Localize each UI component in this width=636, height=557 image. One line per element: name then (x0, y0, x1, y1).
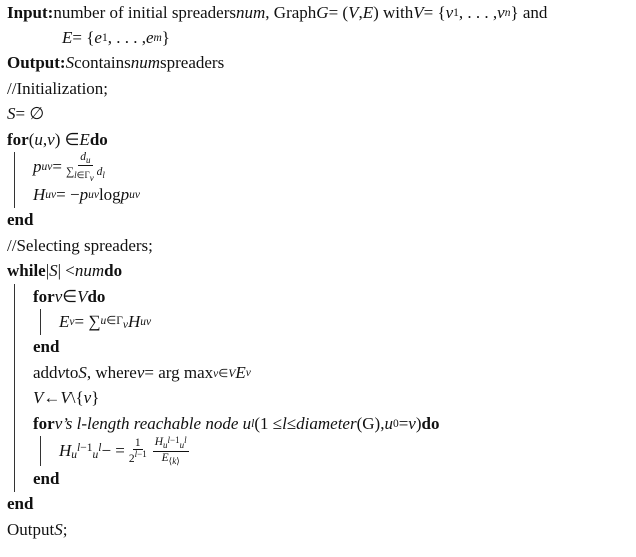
algorithm-line (0, 208, 636, 233)
text-segment: = arg max (144, 362, 214, 382)
keyword: do (89, 129, 108, 149)
algorithm-line (0, 51, 636, 76)
line-content (7, 236, 153, 256)
subscript (213, 366, 235, 380)
text-segment: , (358, 2, 363, 22)
text-segment: ) (415, 413, 422, 433)
text-segment: ∈Γ (106, 314, 123, 327)
superscript (168, 435, 180, 445)
math-variable: S (54, 519, 63, 539)
math-variable: v (136, 362, 145, 382)
math-variable: v (213, 367, 219, 380)
line-content (33, 337, 59, 357)
math-variable: l (102, 170, 105, 181)
math-variable: uv (88, 189, 99, 202)
text-segment: −1 (137, 449, 147, 460)
text-segment: } (161, 28, 170, 48)
math-variable: V (60, 388, 71, 408)
keyword: Input: (7, 2, 54, 22)
text-segment: | < (57, 261, 75, 281)
text-segment: contains (74, 53, 131, 73)
line-content (33, 185, 140, 205)
superscript (184, 435, 187, 445)
text-segment: 0 (392, 417, 399, 430)
math-variable: H (59, 441, 72, 461)
line-content (33, 287, 105, 307)
keyword: do (87, 286, 106, 306)
line-content (59, 312, 151, 332)
block-rule (14, 152, 15, 182)
math-variable: v (497, 2, 505, 22)
math-variable: v (245, 366, 251, 379)
math-variable: S (78, 362, 87, 382)
algorithm-line (0, 102, 636, 127)
text-segment: −1 (170, 435, 180, 446)
math-variable: uv (41, 161, 53, 174)
text-segment: (G), (356, 413, 385, 433)
algorithm-line (0, 233, 636, 258)
text-segment: −1 (80, 441, 93, 454)
algorithm-line (0, 0, 636, 25)
subscript (71, 442, 101, 461)
math-variable: num (74, 261, 105, 281)
math-variable: uv (129, 189, 141, 202)
math-variable: V (33, 388, 44, 408)
line-content (7, 104, 44, 124)
fraction-denominator (64, 166, 107, 183)
subscript (140, 316, 151, 328)
math-variable: S (49, 261, 58, 281)
superscript (135, 449, 147, 459)
math-variable: E (59, 311, 70, 331)
algorithm-line (0, 385, 636, 410)
text-segment: ( (28, 129, 35, 149)
math-variable: num (130, 53, 161, 73)
fraction-denominator (127, 450, 149, 465)
math-variable: l (77, 441, 81, 454)
math-variable: diameter (296, 413, 357, 433)
algorithm-line (0, 152, 636, 182)
math-variable: H (33, 185, 46, 205)
math-variable: V (348, 2, 359, 22)
math-variable: v (445, 2, 454, 22)
math-variable: v (122, 318, 128, 331)
algorithm-line (0, 360, 636, 385)
line-content (7, 520, 67, 540)
subscript (45, 189, 56, 201)
block-rule (14, 309, 15, 334)
line-content (33, 151, 109, 184)
math-variable: u (71, 448, 78, 461)
text-segment: ≤ (286, 413, 297, 433)
line-content (62, 28, 170, 48)
keyword: end (33, 468, 60, 488)
algorithm-line (0, 25, 636, 50)
line-content (7, 494, 33, 514)
keyword: end (7, 210, 34, 230)
text-segment: = (398, 413, 409, 433)
math-variable: V (77, 286, 88, 306)
text-segment: add (33, 362, 58, 382)
text-segment: = ( (328, 2, 349, 22)
line-content (33, 388, 99, 408)
fraction-numerator (153, 436, 189, 451)
keyword: for (33, 286, 55, 306)
line-content (7, 130, 108, 150)
fraction (64, 151, 107, 184)
math-variable: n (504, 6, 511, 19)
math-variable: uv (45, 189, 57, 202)
text-segment: ⟩ (176, 455, 180, 466)
text-segment: = ∅ (15, 104, 45, 124)
math-variable: E (161, 451, 169, 464)
line-content (7, 53, 224, 73)
math-variable: v (57, 362, 66, 382)
line-content (7, 210, 33, 230)
math-variable: u (384, 413, 393, 433)
superscript (77, 442, 92, 454)
math-variable: u (34, 129, 43, 149)
algorithm-line (0, 466, 636, 491)
text-segment: = ∑ (74, 311, 101, 331)
algorithm-line (0, 517, 636, 542)
line-content (7, 79, 108, 99)
text-segment: ∈ (218, 367, 229, 380)
math-variable: v (54, 286, 63, 306)
math-variable: l (282, 413, 287, 433)
text-segment: ← (43, 388, 61, 408)
subscript (102, 170, 105, 180)
math-variable: l (251, 417, 255, 430)
text-segment: = (52, 157, 62, 177)
math-variable: u (100, 314, 107, 327)
block-rule (40, 309, 41, 334)
text-segment: ∈ (62, 286, 78, 306)
math-variable: d (80, 150, 87, 163)
keyword: do (421, 413, 440, 433)
text-segment: \{ (70, 388, 84, 408)
text-segment: , Graph (265, 2, 317, 22)
line-content (59, 436, 191, 466)
math-variable: uv (140, 315, 152, 328)
math-variable: v (408, 413, 416, 433)
math-variable: V (413, 2, 424, 22)
algorithm-line (0, 335, 636, 360)
subscript (246, 367, 251, 379)
math-variable: S (7, 104, 16, 124)
text-segment: = − (56, 185, 80, 205)
subscript (74, 170, 94, 184)
math-variable: d (96, 166, 103, 179)
math-variable: E (235, 362, 246, 382)
line-content (33, 363, 251, 383)
subscript (42, 161, 53, 173)
text-segment: , . . . , (107, 28, 146, 48)
math-variable: G (316, 2, 329, 22)
text-segment: ) ∈ (54, 129, 80, 149)
line-content (7, 261, 122, 281)
text-segment: 2 (128, 453, 135, 466)
keyword: for (33, 413, 55, 433)
keyword: do (104, 261, 123, 281)
keyword: end (7, 494, 34, 514)
math-variable: u (92, 448, 99, 461)
math-variable: V (228, 367, 236, 380)
text-segment: spreaders (160, 53, 225, 73)
keyword: Output: (7, 53, 66, 73)
block-rule (14, 385, 15, 410)
text-segment: } and (510, 2, 548, 22)
block-rule (14, 335, 15, 360)
subscript (86, 155, 91, 165)
math-variable: u (179, 440, 185, 451)
block-rule (40, 436, 41, 466)
subscript (153, 32, 161, 44)
math-variable: u (163, 440, 168, 451)
math-variable: u (86, 154, 91, 165)
text-segment: , (42, 129, 48, 149)
math-variable: l (184, 435, 187, 446)
algorithm-line (0, 411, 636, 436)
block-rule (14, 182, 15, 207)
text-segment: Output (7, 519, 55, 539)
math-variable: v (89, 173, 94, 184)
text-segment: //Initialization; (7, 78, 109, 98)
block-rule (14, 436, 15, 466)
text-segment: ) with (373, 2, 414, 22)
text-segment: | (45, 261, 50, 281)
math-variable: E (362, 2, 374, 22)
keyword: for (7, 129, 29, 149)
math-variable: l (98, 441, 102, 454)
math-variable: e (145, 28, 154, 48)
text-segment: log (98, 185, 121, 205)
math-variable: v (69, 315, 75, 328)
subscript (100, 313, 128, 331)
subscript (163, 435, 187, 451)
subscript (129, 189, 140, 201)
text-segment: to (65, 362, 79, 382)
text-segment: ; (62, 519, 68, 539)
text-segment: , where (86, 362, 137, 382)
block-rule (14, 466, 15, 491)
text-segment: 1 (134, 437, 141, 450)
algorithm-line (0, 127, 636, 152)
line-content (7, 3, 547, 23)
math-variable: v’s l-length reachable node u (54, 413, 252, 433)
fraction (127, 437, 149, 465)
text-segment: ⟨ (168, 455, 173, 466)
math-variable: m (153, 32, 162, 45)
line-content (33, 414, 439, 434)
block-rule (14, 411, 15, 436)
keyword: while (7, 261, 46, 281)
algorithm-line (0, 492, 636, 517)
algorithm-line (0, 182, 636, 207)
math-variable: v (83, 388, 92, 408)
line-content (33, 469, 59, 489)
block-rule (14, 360, 15, 385)
text-segment: (1 ≤ (254, 413, 283, 433)
text-segment: number of initial spreaders (53, 2, 237, 22)
text-segment: = { (72, 28, 95, 48)
text-segment: ∈Γ (76, 170, 90, 181)
math-variable: l (167, 435, 171, 446)
math-variable: num (236, 2, 266, 22)
text-segment: } (91, 388, 100, 408)
math-variable: p (33, 157, 42, 177)
algorithm-line (0, 436, 636, 466)
text-segment: //Selecting spreaders; (7, 235, 153, 255)
math-variable: l (134, 449, 138, 460)
text-segment: 1 (453, 6, 459, 19)
math-variable: H (128, 311, 141, 331)
text-segment: ∑ (65, 166, 75, 179)
text-segment: 1 (101, 32, 108, 45)
math-variable: S (65, 53, 75, 73)
math-variable: l (74, 170, 77, 181)
math-variable: E (62, 28, 73, 48)
text-segment: − = (101, 441, 125, 461)
algorithm-line (0, 284, 636, 309)
subscript (88, 189, 99, 201)
text-segment: = { (423, 2, 446, 22)
fraction-denominator (160, 452, 182, 466)
math-variable: H (154, 436, 164, 449)
algorithm-line (0, 259, 636, 284)
algorithm-line (0, 309, 636, 334)
subscript (169, 456, 180, 466)
keyword: end (33, 337, 60, 357)
math-variable: p (79, 185, 89, 205)
fraction (153, 436, 189, 466)
math-variable: e (94, 28, 102, 48)
block-rule (14, 284, 15, 309)
math-variable: v (47, 129, 55, 149)
text-segment: , . . . , (458, 2, 498, 22)
math-variable: p (120, 185, 130, 205)
fraction-numerator (78, 151, 92, 166)
algorithm-line (0, 76, 636, 101)
math-variable: k (172, 455, 177, 466)
math-variable: E (79, 129, 90, 149)
